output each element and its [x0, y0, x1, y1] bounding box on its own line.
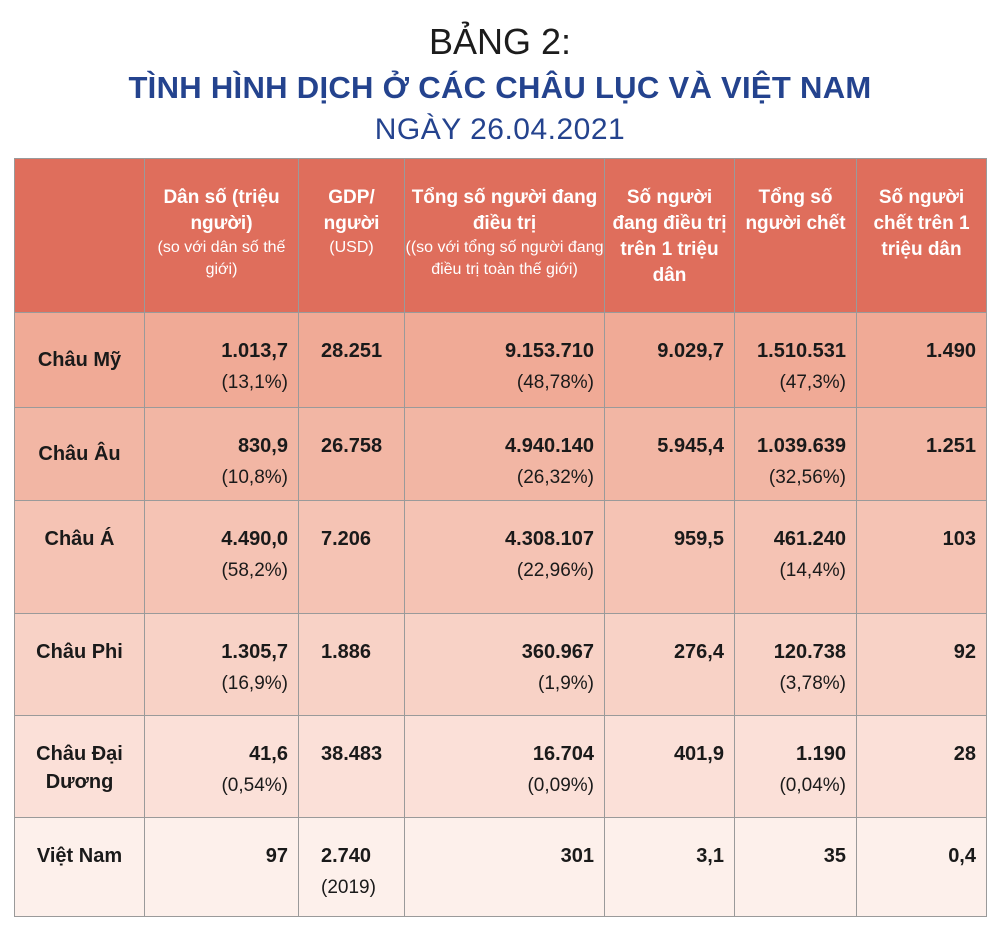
deaths-per-million-cell — [857, 501, 987, 614]
row-label: Châu Âu — [15, 408, 145, 501]
column-title: GDP/ người — [323, 187, 380, 234]
treatment-per-million-cell — [605, 501, 735, 614]
deaths-cell — [735, 614, 857, 716]
gdp-cell — [299, 501, 405, 614]
deaths-per-million-cell — [857, 408, 987, 501]
deaths-per-million-value: 1.490 — [925, 340, 976, 362]
table-header-block — [0, 0, 1000, 158]
table-row — [15, 614, 987, 716]
population-cell — [145, 501, 299, 614]
column-title: Tổng số người đang điều trị — [411, 187, 598, 234]
treatment-per-million-cell — [605, 716, 735, 818]
population-share: (16,9%) — [221, 673, 288, 694]
treatment-per-million-cell — [605, 313, 735, 408]
table-row — [15, 501, 987, 614]
table-row — [15, 313, 987, 408]
deaths-value: 1.190 — [795, 743, 846, 765]
deaths-per-million-cell — [857, 716, 987, 818]
column-header-treatment-per-million — [605, 159, 735, 313]
deaths-cell — [735, 408, 857, 501]
treatment-value: 360.967 — [521, 641, 594, 663]
header-row — [15, 159, 987, 313]
row-label: Châu Phi — [15, 614, 145, 716]
row-label: Châu Đại Dương — [15, 716, 145, 818]
deaths-per-million-value: 92 — [953, 641, 976, 663]
gdp-value: 1.886 — [321, 641, 372, 663]
treatment-cell — [405, 716, 605, 818]
column-subtitle: (so với dân số thế giới) — [157, 239, 286, 278]
treatment-per-million-value: 3,1 — [696, 845, 724, 867]
deaths-cell — [735, 818, 857, 917]
treatment-share: (26,32%) — [516, 467, 594, 488]
gdp-cell — [299, 614, 405, 716]
deaths-share: (32,56%) — [768, 467, 846, 488]
population-cell — [145, 716, 299, 818]
gdp-value: 38.483 — [321, 743, 383, 765]
population-share: (58,2%) — [221, 560, 288, 581]
covid-table — [14, 158, 987, 917]
deaths-per-million-cell — [857, 313, 987, 408]
table-date: NGÀY 26.04.2021 — [374, 113, 626, 146]
gdp-value: 2.740 — [321, 845, 372, 867]
deaths-share: (3,78%) — [779, 673, 846, 694]
population-value: 4.490,0 — [221, 528, 288, 550]
row-label: Việt Nam — [15, 818, 145, 917]
table-title: BẢNG 2: — [428, 21, 572, 62]
treatment-share: (48,78%) — [516, 372, 594, 393]
deaths-value: 1.510.531 — [757, 340, 846, 362]
treatment-value: 9.153.710 — [505, 340, 594, 362]
gdp-value: 28.251 — [321, 340, 383, 362]
treatment-value: 4.940.140 — [505, 435, 594, 457]
deaths-cell — [735, 501, 857, 614]
row-label: Châu Á — [15, 501, 145, 614]
treatment-cell — [405, 408, 605, 501]
gdp-cell — [299, 716, 405, 818]
deaths-cell — [735, 313, 857, 408]
deaths-value: 1.039.639 — [757, 435, 846, 457]
population-cell — [145, 313, 299, 408]
population-share: (13,1%) — [221, 372, 288, 393]
treatment-per-million-value: 959,5 — [673, 528, 724, 550]
population-share: (10,8%) — [221, 467, 288, 488]
deaths-value: 120.738 — [773, 641, 846, 663]
treatment-cell — [405, 313, 605, 408]
table-subtitle: TÌNH HÌNH DỊCH Ở CÁC CHÂU LỤC VÀ VIỆT NAM — [128, 70, 872, 105]
column-header-gdp — [299, 159, 405, 313]
table-row — [15, 818, 987, 917]
gdp-value: 7.206 — [321, 528, 372, 550]
treatment-cell — [405, 818, 605, 917]
deaths-per-million-value: 28 — [953, 743, 976, 765]
treatment-per-million-value: 276,4 — [673, 641, 724, 663]
column-header-population — [145, 159, 299, 313]
population-cell — [145, 614, 299, 716]
treatment-per-million-value: 5.945,4 — [657, 435, 724, 457]
table-row — [15, 716, 987, 818]
treatment-per-million-value: 9.029,7 — [657, 340, 724, 362]
gdp-cell — [299, 818, 405, 917]
deaths-per-million-cell — [857, 818, 987, 917]
treatment-value: 16.704 — [532, 743, 594, 765]
population-value: 1.013,7 — [221, 340, 288, 362]
deaths-per-million-value: 0,4 — [948, 845, 976, 867]
deaths-value: 461.240 — [773, 528, 846, 550]
treatment-per-million-cell — [605, 818, 735, 917]
column-subtitle: (USD) — [329, 239, 374, 256]
deaths-per-million-value: 1.251 — [925, 435, 976, 457]
population-cell — [145, 408, 299, 501]
population-value: 1.305,7 — [221, 641, 288, 663]
deaths-value: 35 — [823, 845, 846, 867]
row-label: Châu Mỹ — [15, 313, 145, 408]
treatment-share: (0,09%) — [527, 775, 594, 796]
column-title: Dân số (triệu người) — [163, 187, 280, 234]
column-header-blank — [15, 159, 145, 313]
gdp-cell — [299, 313, 405, 408]
column-header-total-deaths — [735, 159, 857, 313]
column-header-deaths-per-million — [857, 159, 987, 313]
column-title: Số người đang điều trị trên 1 triệu dân — [612, 187, 727, 286]
table-row — [15, 408, 987, 501]
deaths-share: (14,4%) — [779, 560, 846, 581]
deaths-per-million-cell — [857, 614, 987, 716]
deaths-per-million-value: 103 — [942, 528, 976, 550]
deaths-cell — [735, 716, 857, 818]
deaths-share: (0,04%) — [779, 775, 846, 796]
deaths-share: (47,3%) — [779, 372, 846, 393]
treatment-share: (22,96%) — [516, 560, 594, 581]
population-cell — [145, 818, 299, 917]
treatment-cell — [405, 614, 605, 716]
treatment-cell — [405, 501, 605, 614]
treatment-value: 301 — [560, 845, 594, 867]
column-header-under-treatment — [405, 159, 605, 313]
gdp-note: (2019) — [321, 877, 376, 898]
treatment-per-million-value: 401,9 — [673, 743, 724, 765]
population-value: 830,9 — [237, 435, 288, 457]
population-share: (0,54%) — [221, 775, 288, 796]
gdp-cell — [299, 408, 405, 501]
column-title: Tổng số người chết — [745, 187, 846, 234]
treatment-share: (1,9%) — [538, 673, 594, 694]
column-title: Số người chết trên 1 triệu dân — [873, 187, 970, 260]
column-subtitle: ((so với tổng số người đang điều trị toàn thế giới) — [405, 239, 604, 278]
treatment-value: 4.308.107 — [505, 528, 594, 550]
treatment-per-million-cell — [605, 614, 735, 716]
population-value: 97 — [265, 845, 288, 867]
treatment-per-million-cell — [605, 408, 735, 501]
gdp-value: 26.758 — [321, 435, 383, 457]
population-value: 41,6 — [249, 743, 288, 765]
